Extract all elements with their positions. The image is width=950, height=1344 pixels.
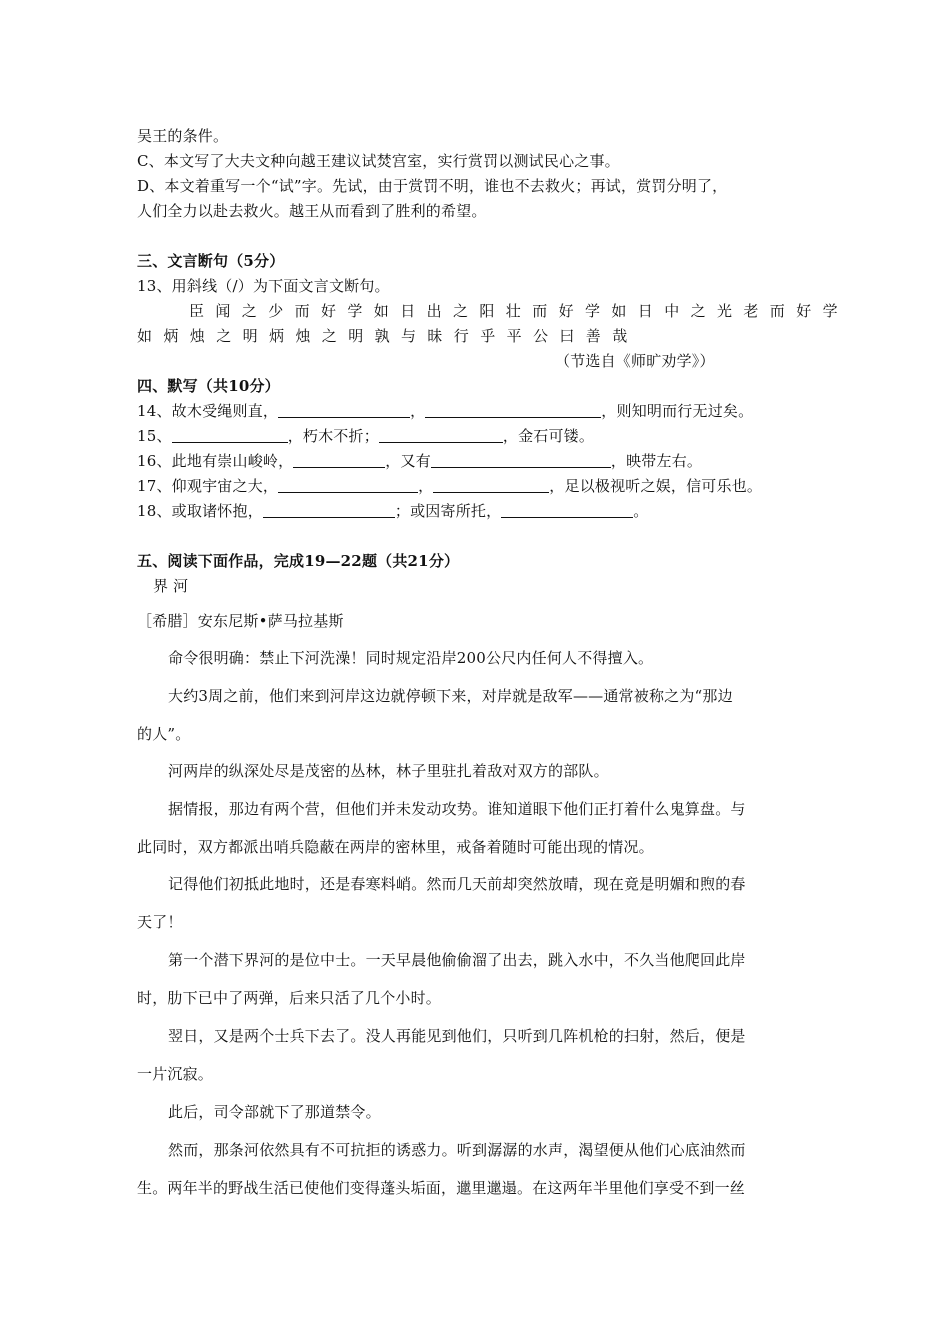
story-paragraph: 河两岸的纵深处尽是茂密的丛林，林子里驻扎着敌对双方的部队。 xyxy=(168,762,609,780)
story-paragraph: 记得他们初抵此地时，还是春寒料峭。然而几天前却突然放晴，现在竟是明媚和煦的春 xyxy=(168,875,746,893)
q17-text-b: ， xyxy=(418,477,434,495)
option-d-line-2: 人们全力以赴去救火。越王从而看到了胜利的希望。 xyxy=(137,202,487,220)
q16-blank-1[interactable] xyxy=(293,453,385,468)
option-d-line-1: D、本文着重写一个“试”字。先试，由于赏罚不明，谁也不去救火；再试，赏罚分明了， xyxy=(137,177,728,195)
q15-blank-2[interactable] xyxy=(379,428,503,443)
section-5-heading: 五、阅读下面作品，完成19—22题（共21分） xyxy=(137,552,460,570)
q18-blank-2[interactable] xyxy=(501,503,633,518)
story-author: ［希腊］安东尼斯•萨马拉基斯 xyxy=(137,612,344,630)
q16-text-c: ，映带左右。 xyxy=(610,452,703,470)
q18-text-b: ；或因寄所托， xyxy=(394,502,502,520)
q16-text-a: 16、此地有崇山峻岭， xyxy=(137,452,294,470)
option-c: C、本文写了大夫文种向越王建议试焚宫室，实行赏罚以测试民心之事。 xyxy=(137,152,620,170)
q17-blank-2[interactable] xyxy=(433,478,549,493)
q18-text-a: 18、或取诸怀抱， xyxy=(137,502,263,520)
question-16 xyxy=(137,452,702,470)
q15-text-c: ，金石可镂。 xyxy=(502,427,595,445)
question-13: 13、用斜线（/）为下面文言文断句。 xyxy=(137,277,390,295)
question-15 xyxy=(137,427,594,445)
q14-text-b: ， xyxy=(410,402,426,420)
story-paragraph-cont: 生。两年半的野战生活已使他们变得蓬头垢面，邋里邋遢。在这两年半里他们享受不到一丝 xyxy=(137,1179,746,1197)
section-4-heading: 四、默写（共10分） xyxy=(137,377,280,395)
q15-blank-1[interactable] xyxy=(172,428,288,443)
story-paragraph: 命令很明确：禁止下河洗澡！同时规定沿岸200公尺内任何人不得擅入。 xyxy=(168,649,654,667)
q15-text-a: 15、 xyxy=(137,427,172,445)
story-paragraph-cont: 时，肋下已中了两弹，后来只活了几个小时。 xyxy=(137,989,442,1007)
classical-text-line-2: 如炳烛之明炳烛之明孰与昧行乎平公曰善哉 xyxy=(137,327,639,345)
q14-text-a: 14、故木受绳则直， xyxy=(137,402,279,420)
q18-text-c: 。 xyxy=(633,502,649,520)
q17-text-c: ，足以极视听之娱，信可乐也。 xyxy=(549,477,763,495)
q18-blank-1[interactable] xyxy=(263,503,395,518)
q14-blank-2[interactable] xyxy=(425,403,601,418)
q17-text-a: 17、仰观宇宙之大， xyxy=(137,477,279,495)
story-paragraph: 大约3周之前，他们来到河岸这边就停顿下来，对岸就是敌军——通常被称之为“那边 xyxy=(168,687,733,705)
story-paragraph: 翌日，又是两个士兵下去了。没人再能见到他们，只听到几阵机枪的扫射，然后，便是 xyxy=(168,1027,746,1045)
q15-text-b: ，朽木不折； xyxy=(287,427,379,445)
question-14 xyxy=(137,402,753,420)
story-paragraph-cont: 天了！ xyxy=(137,913,183,931)
story-paragraph: 第一个潜下界河的是位中士。一天早晨他偷偷溜了出去，跳入水中，不久当他爬回此岸 xyxy=(168,951,746,969)
option-b-end: 吴王的条件。 xyxy=(137,127,229,145)
story-paragraph: 据情报，那边有两个营，但他们并未发动攻势。谁知道眼下他们正打着什么鬼算盘。与 xyxy=(168,800,746,818)
story-paragraph: 然而，那条河依然具有不可抗拒的诱惑力。听到潺潺的水声，渴望便从他们心底油然而 xyxy=(168,1141,746,1159)
q17-blank-1[interactable] xyxy=(278,478,418,493)
q16-blank-2[interactable] xyxy=(431,453,611,468)
text-source: （节选自《师旷劝学》） xyxy=(555,352,715,370)
story-paragraph-cont: 此同时，双方都派出哨兵隐蔽在两岸的密林里，戒备着随时可能出现的情况。 xyxy=(137,838,654,856)
q14-text-c: ，则知明而行无过矣。 xyxy=(601,402,754,420)
q14-blank-1[interactable] xyxy=(278,403,410,418)
story-title: 界 河 xyxy=(153,577,189,595)
section-3-heading: 三、文言断句（5分） xyxy=(137,252,285,270)
q16-text-b: ，又有 xyxy=(385,452,431,470)
question-17 xyxy=(137,477,762,495)
question-18 xyxy=(137,502,649,520)
classical-text-line-1: 臣闻之少而好学如日出之阳壮而好学如日中之光老而好学 xyxy=(189,302,850,320)
story-paragraph: 此后，司令部就下了那道禁令。 xyxy=(168,1103,381,1121)
story-paragraph-cont: 一片沉寂。 xyxy=(137,1065,214,1083)
story-paragraph-cont: 的人”。 xyxy=(137,725,191,743)
